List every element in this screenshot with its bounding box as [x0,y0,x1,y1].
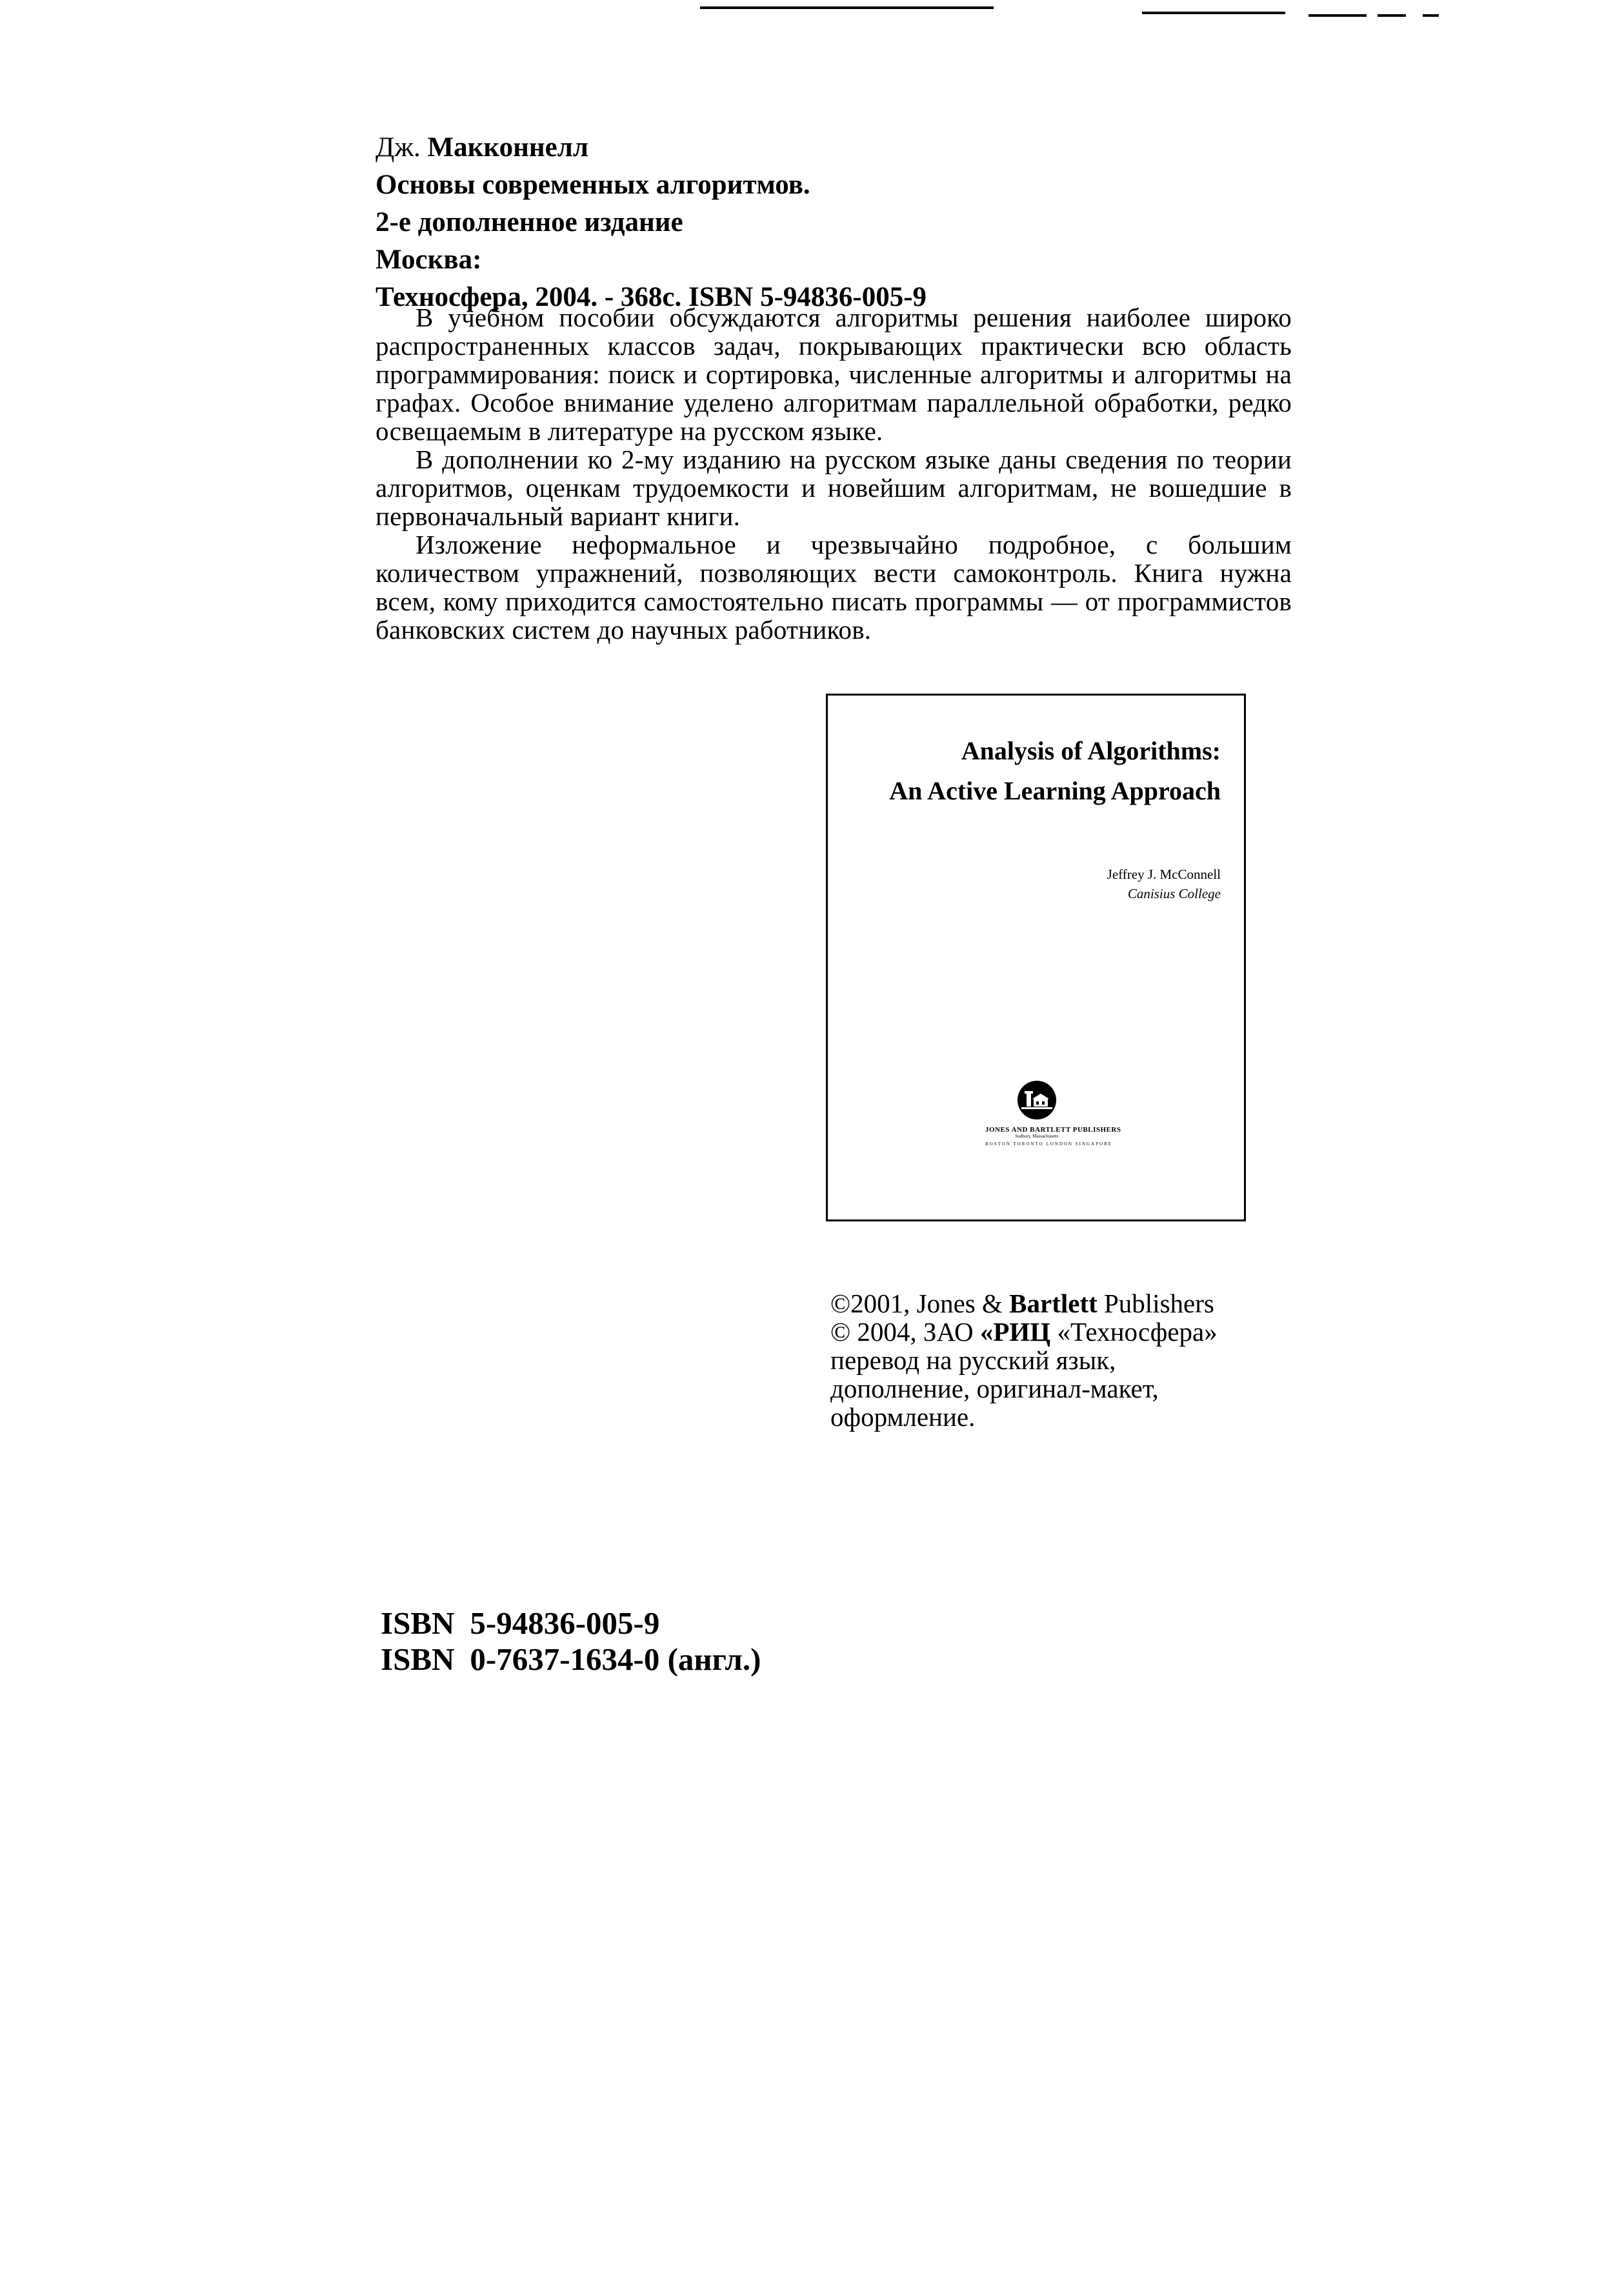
author-line [376,129,1279,166]
city-line: Москва: [376,245,482,275]
annotation [376,303,1292,644]
isbn-value: 5-94836-005-9 [470,1605,660,1641]
publisher-location: Sudbury, Massachusetts [1015,1134,1059,1139]
isbn-block [381,1605,1026,1678]
scan-artifact-line [1423,14,1439,17]
original-cover [826,694,1246,1221]
copyright-text: «РИЦ [979,1317,1051,1347]
isbn-label: ISBN [381,1605,455,1641]
isbn-value: 0-7637-1634-0 (англ.) [470,1641,761,1677]
author-prefix: Дж. [376,132,428,163]
copyright-text: Publishers [1097,1289,1214,1318]
publisher-line: Техносфера, 2004. - 368с. ISBN 5-94836-005-9 [376,282,927,312]
copyright-text: Bartlett [1009,1289,1098,1318]
cover-title-line: An Active Learning Approach [889,776,1221,805]
lighthouse-logo-icon [1016,1079,1058,1121]
copyright-line: оформление. [830,1402,976,1432]
copyright-line: дополнение, оригинал-макет, [830,1374,1159,1403]
isbn-line [381,1605,1026,1641]
book-title: Основы современных алгоритмов. [376,170,810,200]
cover-author-block [1107,865,1221,903]
publisher-name: JONES AND BARTLETT PUBLISHERS [985,1126,1121,1134]
isbn-label: ISBN [381,1641,455,1677]
isbn-line [381,1641,1026,1678]
publisher-cities: BOSTON TORONTO LONDON SINGAPORE [985,1141,1113,1147]
copyright-line [830,1289,1282,1318]
scan-artifact-line [1142,12,1285,14]
cover-title-line: Analysis of Algorithms: [961,736,1221,765]
copyright-text: ©2001, Jones & [830,1289,1010,1318]
copyright-line: перевод на русский язык, [830,1345,1116,1375]
scan-artifact-line [700,6,994,9]
publisher-logo [985,1079,1121,1147]
copyright-text: © 2004, ЗАО [830,1317,980,1347]
bibliographic-record [376,129,1279,316]
cover-college: Canisius College [1127,886,1221,901]
annotation-paragraph: Изложение неформальное и чрезвычайно подробное, с большим количеством упражнений, позволяющих вести самоконтроль. Книга нужна всем, кому приходится самостоятельно писать программы — от программистов банковских систем до научных работников. [376,530,1292,645]
copyright-line [830,1318,1282,1346]
cover-author: Jeffrey J. McConnell [1107,867,1221,882]
scan-artifact-line [1378,14,1406,17]
scan-artifact-line [1308,14,1367,17]
annotation-paragraph: В дополнении ко 2-му изданию на русском языке даны сведения по теории алгоритмов, оценкам трудоемкости и новейшим алгоритмам, не вошедшие в первоначальный вариант книги. [376,445,1292,531]
author-name: Макконнелл [427,132,589,163]
annotation-paragraph: В учебном пособии обсуждаются алгоритмы решения наиболее широко распространенных классов задач, покрывающих практически всю область программирования: поиск и сортировка, численные алгоритмы и алгоритмы на графах. Особое внимание уделено алгоритмам параллельной обработки, редко освещаемым в литературе на русском языке. [376,303,1292,446]
edition-line: 2-е дополненное издание [376,207,683,237]
copyright-text: «Техносфера» [1050,1317,1218,1347]
cover-title [889,731,1221,811]
copyright-block [830,1289,1282,1431]
